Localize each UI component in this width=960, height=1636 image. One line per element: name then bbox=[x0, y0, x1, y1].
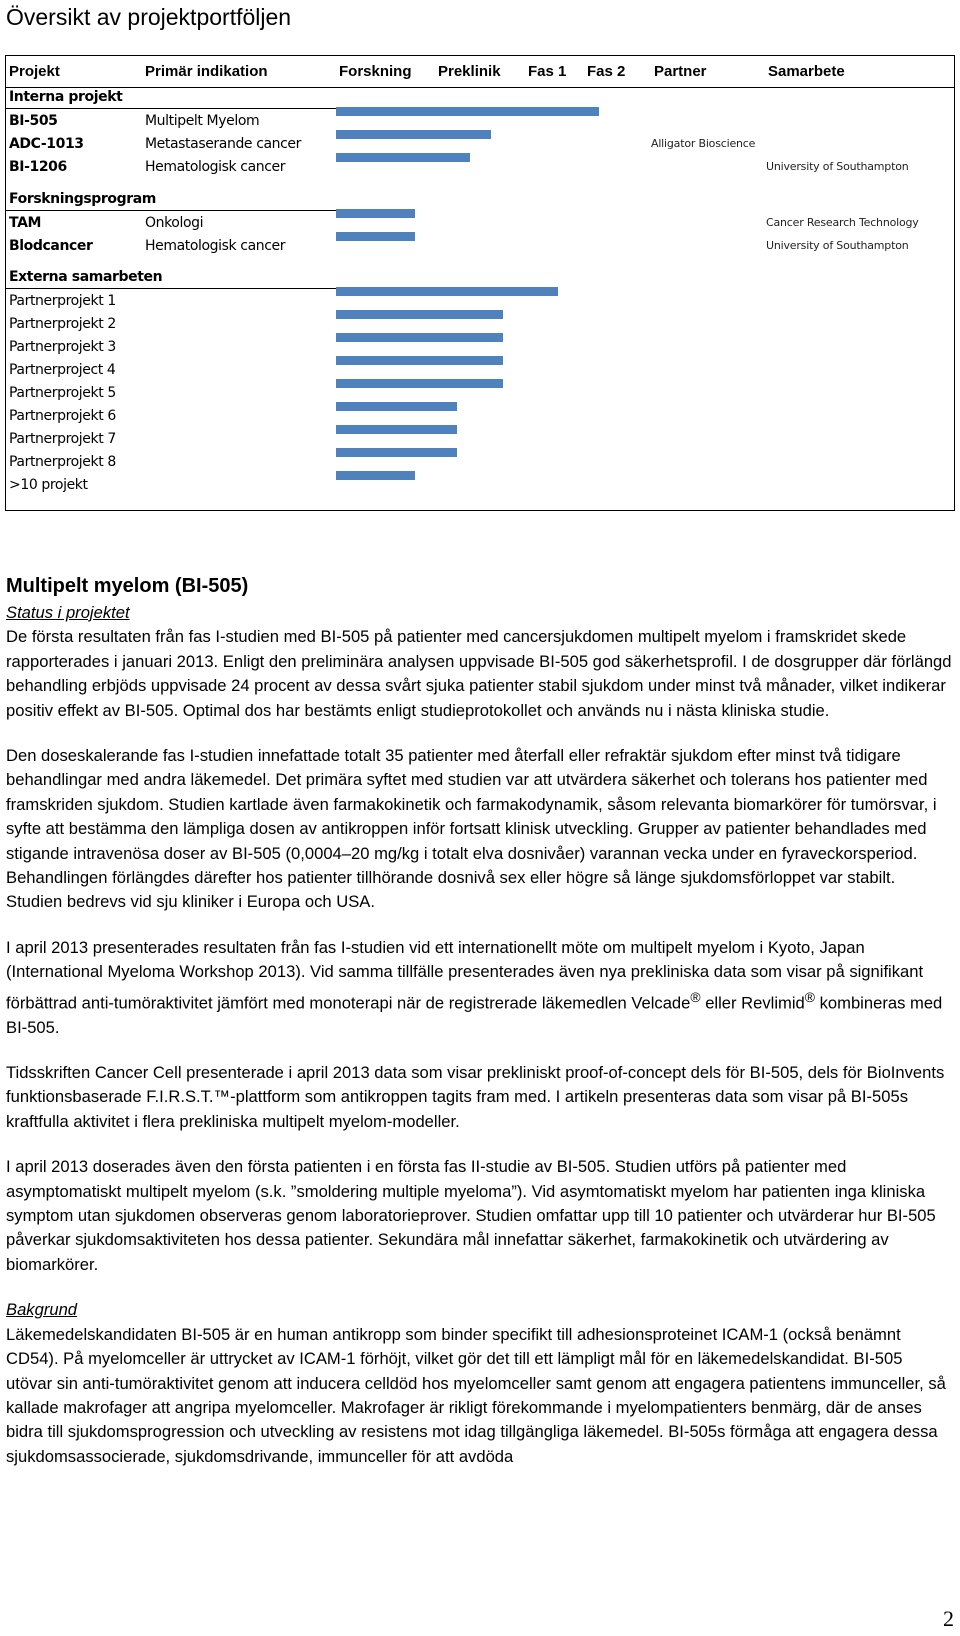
paragraph-cancer-cell: Tidsskriften Cancer Cell presenterade i april 2013 data som visar prekliniskt proof-of-concept dels för BI-505, dels för BioInvents funktionsbaserade F.I.R.S.T.™-plattform som antikroppen tagits fram med. I artikeln presenteras data som visar på BI-505s kraftfulla aktivitet i flera prekliniska multipelt myelom-modeller. bbox=[6, 1063, 945, 1131]
phase-bar bbox=[336, 471, 415, 480]
project-name: Partnerprojekt 5 bbox=[9, 385, 116, 401]
project-name: BI-505 bbox=[9, 113, 58, 129]
registered-mark: ® bbox=[804, 988, 815, 1005]
phase-bar bbox=[336, 356, 503, 365]
indication: Hematologisk cancer bbox=[145, 159, 286, 175]
indication: Multipelt Myelom bbox=[145, 113, 260, 129]
project-name: Partnerprojekt 7 bbox=[9, 431, 116, 447]
phase-bar bbox=[336, 425, 457, 434]
phase-bar bbox=[336, 107, 599, 116]
portfolio-table bbox=[5, 55, 955, 511]
paragraph-bakgrund: Läkemedelskandidaten BI-505 är en human antikropp som binder specifikt till adhesionsproteinet ICAM-1 (också benämnt CD54). På myelomceller är uttrycket av ICAM-1 förhöjt, vilket gör det till ett lämpligt mål för en läkemedelskandidat. BI-505 utövar sin anti-tumöraktivitet genom att inducera celldöd hos myelomceller samt genom att engagera patientens immunceller, så kallade makrofager att angripa myelomceller. Makrofager är rikligt förekommande i myelompatienters benmärg, där de anses bidra till sjukdomsprogression och utveckling av resistens mot idag tillgängliga läkemedel. BI-505s förmåga att engagera dessa sjukdomsassocierade, sjukdomsdrivande, immunceller för att avdöda bbox=[6, 1324, 946, 1466]
indication: Onkologi bbox=[145, 215, 204, 231]
header-partner: Partner bbox=[654, 63, 707, 80]
section-divider bbox=[6, 108, 336, 109]
project-name: Partnerprojekt 2 bbox=[9, 316, 116, 332]
paragraph-fas1-studie: Den doseskalerande fas I-studien innefattade totalt 35 patienter med återfall eller refraktär sjukdom efter minst två tidigare behandlingar med andra läkemedel. Det primära syftet med studien var att utvärdera säkerhet och tolerans hos patienter med framskriden sjukdom. Studien kartlade även farmakokinetik och farmakodynamik, såsom relevanta biomarkörer för tumörsvar, i syfte att bestämma den lämpliga dosen av antikroppen inför fortsatt klinisk utveckling. Grupper av patienter behandlades med stigande intravenösa doser av BI-505 (0,0004–20 mg/kg i totalt elva dosnivåer) varannan vecka under en fyraveckorsperiod. Behandlingen förlängdes därefter hos patienter tillhörande dosnivå sex eller högre så länge sjukdomsförloppet var stabilt. Studien bedrevs vid sju kliniker i Europa och USA. bbox=[6, 746, 937, 912]
section-title: Externa samarbeten bbox=[9, 269, 163, 285]
article-section bbox=[6, 573, 952, 1469]
project-name: Partnerprojekt 8 bbox=[9, 454, 116, 470]
project-name: Partnerprojekt 6 bbox=[9, 408, 116, 424]
page-number: 2 bbox=[943, 1606, 954, 1631]
project-name: Partnerproject 4 bbox=[9, 362, 116, 378]
section-title: Interna projekt bbox=[9, 89, 123, 105]
header-fas1: Fas 1 bbox=[528, 63, 567, 80]
indication: Metastaserande cancer bbox=[145, 136, 302, 152]
header-samarbete: Samarbete bbox=[768, 63, 845, 80]
phase-bar bbox=[336, 448, 457, 457]
section-title: Forskningsprogram bbox=[9, 191, 156, 207]
partner-name: University of Southampton bbox=[766, 160, 909, 173]
section-divider bbox=[6, 210, 336, 211]
phase-bar bbox=[336, 379, 503, 388]
phase-bar bbox=[336, 402, 457, 411]
section-divider bbox=[6, 288, 336, 289]
project-name: BI-1206 bbox=[9, 159, 67, 175]
partner-name: Cancer Research Technology bbox=[766, 216, 919, 229]
phase-bar bbox=[336, 310, 503, 319]
phase-bar bbox=[336, 232, 415, 241]
header-primar: Primär indikation bbox=[145, 63, 268, 80]
paragraph-status: De första resultaten från fas I-studien med BI-505 på patienter med cancersjukdomen multipelt myelom i framskridet skede rapporterades i januari 2013. Enligt den preliminära analysen uppvisade BI-505 god säkerhetsprofil. I de dosgrupper där förlängd behandling erbjöds uppvisade 24 procent av dessa svårt sjuka patienter stabil sjukdom under minst två månader, vilket indikerar positiv effekt av BI-505. Optimal dos har bestämts enligt studieprotokollet och används nu i nästa kliniska studie. bbox=[6, 627, 952, 720]
project-name: TAM bbox=[9, 215, 42, 231]
project-name: Partnerprojekt 1 bbox=[9, 293, 116, 309]
paragraph-kyoto: I april 2013 presenterades resultaten från fas I-studien vid ett internationellt möte om multipelt myelom i Kyoto, Japan (International Myeloma Workshop 2013). Vid samma tillfälle presenterades även nya prekliniska data som visar på signifikant förbättrad anti-tumöraktivitet jämfört med monoterapi när de registrerade läkemedlen Velcade® eller Revlimid® kombineras med BI-505. bbox=[6, 937, 943, 1037]
project-name: Blodcancer bbox=[9, 238, 93, 254]
section-heading-bi505: Multipelt myelom (BI-505) bbox=[6, 575, 249, 597]
project-name: Partnerprojekt 3 bbox=[9, 339, 116, 355]
phase-bar bbox=[336, 209, 415, 218]
indication: Hematologisk cancer bbox=[145, 238, 286, 254]
partner-name: Alligator Bioscience bbox=[651, 137, 756, 150]
phase-bar bbox=[336, 153, 470, 162]
registered-mark: ® bbox=[690, 988, 701, 1005]
header-preklinik: Preklinik bbox=[438, 63, 501, 80]
phase-bar bbox=[336, 287, 558, 296]
phase-bar bbox=[336, 130, 491, 139]
partner-name: University of Southampton bbox=[766, 239, 909, 252]
background-heading: Bakgrund bbox=[6, 1300, 78, 1320]
project-name: ADC-1013 bbox=[9, 136, 84, 152]
page-title: Översikt av projektportföljen bbox=[6, 4, 292, 30]
table-header bbox=[6, 56, 954, 88]
header-fas2: Fas 2 bbox=[587, 63, 626, 80]
project-name: >10 projekt bbox=[9, 477, 88, 493]
paragraph-fas2-studie: I april 2013 doserades även den första patienten i en första fas II-studie av BI-505. Studien utförs på patienter med asymptomatiskt multipelt myelom (s.k. ”smoldering multiple myeloma”). Vid asymtomatiskt myelom har patienten inga kliniska symptom utan sjukdomen observeras genom laboratorieprover. Studien omfattar upp till 10 patienter och utvärderar hur BI-505 påverkar sjukdomsaktiviteten hos dessa patienter. Sekundära mål innefattar säkerhet, farmakokinetik och utvärdering av biomarkörer. bbox=[6, 1157, 936, 1274]
header-projekt: Projekt bbox=[9, 63, 60, 80]
header-forskning: Forskning bbox=[339, 63, 412, 80]
status-heading: Status i projektet bbox=[6, 603, 130, 622]
phase-bar bbox=[336, 333, 503, 342]
